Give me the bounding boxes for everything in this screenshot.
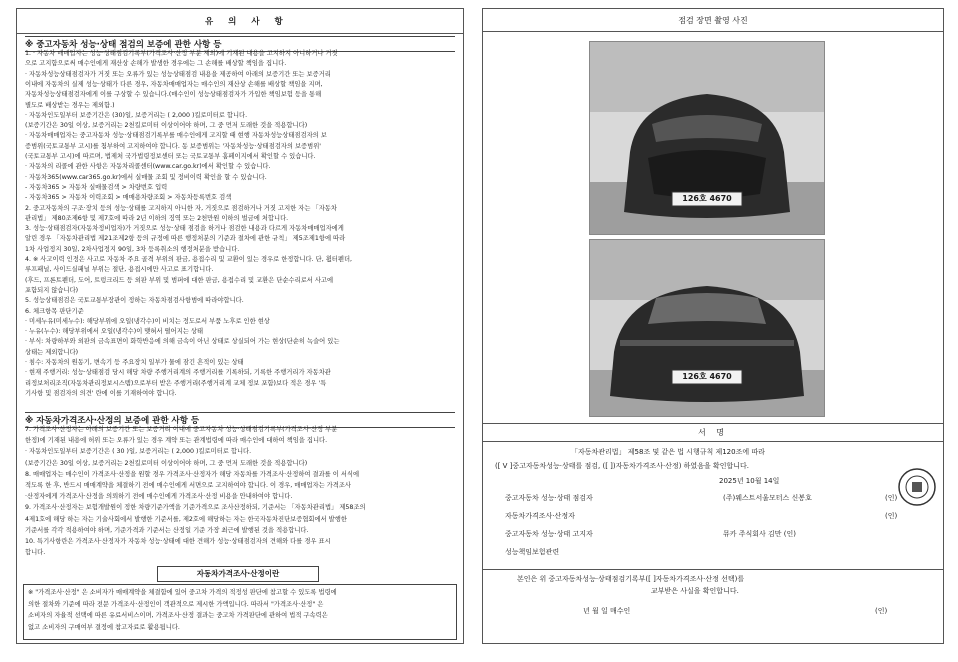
company-seal-icon <box>897 467 937 507</box>
text-line: 상태는 제외합니다) <box>25 348 79 356</box>
notice-title: 유 의 사 항 <box>205 17 289 27</box>
buyer-date: 년 월 일 매수인 <box>583 607 631 615</box>
text-line: 포함되지 않습니다) <box>25 286 79 294</box>
text-line: ※ "가격조사·산정" 은 소비자가 매매계약을 체결함에 있어 중고차 가격의 적정성 판단에 참고할 수 있도록 법령에 <box>28 589 337 596</box>
text-line: 2. 중고자동차의 구조·장치 등의 성능·상태를 고지하지 아니한 자, 거짓으로 점검하거나 거짓 고지한 자는 「자동차 <box>25 204 337 212</box>
front-car-photo <box>589 41 825 235</box>
text-line: 합니다. <box>25 549 46 557</box>
text-line: 자동차성능상태점검자에게 이를 구상할 수 있습니다.(매수인이 성능상태점검자가 가입한 책임보험 등을 통해 <box>25 91 322 99</box>
text-line: 기사항 및 점검자의 의견' 란에 이를 기재하여야 합니다. <box>25 389 177 397</box>
signatory-label: 성능책임보험관련 <box>505 548 560 556</box>
text-line: 의한 절차와 기준에 따라 전문 가격조사·산정인이 객관적으로 제시한 가액입니다. 따라서 "가격조사·산정" 은 <box>28 600 324 608</box>
signatory-name: 뮤카 주식회사 김만 (인) <box>723 530 796 538</box>
text-line: - 자동차365 > 자동차 실매물검색 > 차량번호 입력 <box>25 183 168 191</box>
text-line: 10. 특기사항란은 가격조사·산정자가 자동차 성능·상태에 대한 견해가 성능·상태점검자의 견해와 다를 경우 표시 <box>25 538 331 545</box>
text-line: 없고 소비자의 구매여부 결정에 참고자료로 활용됩니다. <box>28 623 180 631</box>
text-line: · 자동차365(www.car365.go.kr)에서 실매물 조회 및 정비이력 확인을 할 수 있습니다. <box>25 173 267 181</box>
text-line: 8. 매매업자는 매수인이 가격조사·산정을 원할 경우 가격조사·산정자가 해당 자동차를 가격조사·산정하여 결과를 이 서식에 <box>25 470 360 478</box>
text-line: · 자동차매매업자는 중고자동차 성능·상태점검기록부를 매수인에게 고지할 때 현행 자동차성능상태점검자의 보 <box>25 132 327 140</box>
signatory-label: 중고자동차 성능·상태 고지자 <box>505 530 593 538</box>
text-line: 5. 성능상태점검은 국토교통부장관이 정하는 자동차점검사항범에 따라야합니다. <box>25 297 244 305</box>
rear-car-photo <box>589 239 825 417</box>
signatory-name: (주)웨스트서울모터스 신봉호 <box>723 494 812 502</box>
text-line: 7. 가격조사·산정자는 아래의 보증기간 또는 보증거리 이내에 중고자동차 성능·상태점검기록부(가격조사·산정 부분 <box>25 426 338 433</box>
notice-page <box>16 8 464 644</box>
law-reference: 「자동차관리법」 제58조 및 같은 법 시행규칙 제120조에 따라 <box>571 448 765 456</box>
text-line: 3. 성능·상태점검자(자동차정비업자)가 거짓으로 성능·상태 점검을 하거나 점검한 내용과 다르게 자동차매매업자에게 <box>25 225 344 233</box>
text-line: · 자동차성능상태점검자가 거짓 또는 오류가 있는 성능상태점검 내용을 제공하여 아래의 보증기간 또는 보증거리 <box>25 70 331 78</box>
signatory-seal: (인) <box>885 512 898 520</box>
text-line: · 자동차인도일부터 보증기간은 (30)일, 보증거리는 ( 2,000 )킬로미터로 합니다. <box>25 111 248 119</box>
text-line: 소비자의 자율적 선택에 따른 유료서비스이며, 가격조사·산정 결과는 중고차 가격판단에 관하여 법적 구속력은 <box>28 612 328 619</box>
check-confirmation: ([ V ]중고자동차성능·상태를 점검, ([ ])자동차가격조사·산정) 하였음을 확인합니다. <box>495 462 749 470</box>
text-line: (보증기간은 30일 이상, 보증거리는 2천킬로미터 이상이어야 하며, 그 중 먼저 도래한 것을 적용합니다) <box>25 459 308 467</box>
text-line: · 누유(누수): 해당부위에서 오일(냉각수)이 맺혀서 떨어지는 상태 <box>25 328 204 336</box>
text-line: 별도로 배상받는 경우는 제외함.) <box>25 101 115 109</box>
buyer-seal: (인) <box>875 607 888 615</box>
text-line: 으로 고지함으로써 매수인에게 재산상 손해가 발생한 경우에는 그 손해를 배상할 책임을 집니다. <box>25 60 287 68</box>
signature-section-title: 서 명 <box>698 428 728 437</box>
text-line: 1. · 자동차 매매업자는 성능·상태점검기록부(가격조사·산정 부분 제외)에 기재된 내용을 고지하지 아니하거나 거짓 <box>25 50 338 57</box>
text-line: - 자동차365 > 자동차 이력조회 > 매매용차량조회 > 자동차등록번호 검색 <box>25 194 232 202</box>
text-line: 4제1호에 해당 하는 자는 기술사회에서 발행한 기준서를, 제2호에 해당하는 자는 한국자동차진단보증협회에서 발행한 <box>25 515 347 523</box>
photo-section-title: 점검 장면 촬영 사진 <box>678 16 748 25</box>
signatory-seal: (인) <box>885 494 898 502</box>
text-line: ·산정자에게 가격조사·산정을 의뢰하기 전에 매수인에게 가격조사·산정 비용을 안내하여야 합니다. <box>25 493 293 501</box>
text-line: 알린 경우 「자동차관리법 제21조제2항 등의 규정에 따른 행정처분의 기준과 절차에 관한 규칙」 제5조제1항에 따라 <box>25 235 346 243</box>
text-line: 6. 체크항목 판단기준 <box>25 307 84 315</box>
text-line: 한정)에 기재된 내용에 허위 또는 오류가 있는 경우 계약 또는 관계법령에 따라 매수인에 대하여 책임을 집니다. <box>25 437 328 445</box>
signatory-label: 자동차가격조사·산정자 <box>505 512 575 520</box>
text-line: 9. 가격조사·산정자는 보험개발원이 정한 차량기준가액을 기준가격으로 조사산정하되, 기준서는 「자동차관리법」 제58조의 <box>25 504 366 512</box>
photo-signature-page <box>482 8 944 644</box>
text-line: 증범위(국토교통부 고시)를 첨부하여 고지하여야 합니다. 동 보증범위는 '자동차성능·상태점검자의 보증범위' <box>25 142 322 150</box>
text-line: · 부식: 차량하부와 외판의 금속표면이 화학반응에 의해 금속이 아닌 상태로 상실되어 가는 현상(단순히 녹슬어 있는 <box>25 338 340 346</box>
text-line: (국토교통부 고시)에 따르며, 법제처 국가법령정보센터 또는 국토교통부 홈페이지에서 확인할 수 있습니다. <box>25 153 316 160</box>
buyer-confirmation: 본인은 위 중고자동차성능·상태점검기록부([ ]자동차가격조사·산정 선택)를 <box>517 575 745 583</box>
rear-car-icon <box>590 240 824 416</box>
text-line: · 미세누유(미세누수): 해당부위에 오일(냉각수)이 비치는 정도로서 부품 노후로 인한 현상 <box>25 317 270 325</box>
text-line: (후드, 프론트펜더, 도어, 트렁크리드 등 외판 부위 및 범퍼에 대한 판금, 용접수리 및 교환은 단순수리로서 사고에 <box>25 276 334 284</box>
text-line: · 현재 주행거리: 성능·상태점검 당시 해당 차량 주행거리계의 주행거리를 기록하되, 기록한 주행거리가 자동차관 <box>25 369 331 377</box>
text-line: 관리법」 제80조제6항 및 제7호에 따라 2년 이하의 징역 또는 2천만원 이하의 벌금에 처합니다. <box>25 214 289 222</box>
text-line: 적도록 한 후, 반드시 매매계약을 체결하기 전에 매수인에게 서면으로 고지하여야 합니다. 이 경우, 매매업자는 가격조사 <box>25 482 352 489</box>
text-line: (보증기간은 30일 이상, 보증거리는 2천킬로미터 이상이어야 하며, 그 중 먼저 도래한 것을 적용합니다) <box>25 122 308 130</box>
signatory-label: 중고자동차 성능·상태 점검자 <box>505 494 593 502</box>
text-line: 기준서를 각각 적용하여야 하며, 기준가격과 기준서는 산정일 기준 가장 최근에 발행된 것을 적용합니다. <box>25 526 309 534</box>
buyer-confirmation-2: 교부받은 사실을 확인합니다. <box>651 587 739 595</box>
price-definition-box <box>23 584 457 640</box>
text-line: · 자동차의 리콜에 관한 사항은 자동차리콜센터(www.car.go.kr)에서 확인할 수 있습니다. <box>25 163 271 171</box>
text-line: · 자동차인도일부터 보증기간은 ( 30 )일, 보증거리는 ( 2,000 )킬로미터로 합니다. <box>25 448 252 456</box>
text-line: · 침수: 자동차의 원동기, 변속기 등 주요장치 일부가 물에 잠긴 흔적이 있는 상태 <box>25 359 244 366</box>
text-line: 4. ※ 사고이력 인정은 사고로 자동차 주요 골격 부위의 판금, 용접수리 및 교환이 있는 경우로 한정합니다. 단, 휠터펜더, <box>25 256 353 263</box>
price-definition-title: 자동차가격조사·산정이란 <box>157 566 319 582</box>
text-line: 이내에 자동차의 실제 성능·상태가 다른 경우, 자동차매매업자는 매수인의 재산상 손해를 배상할 책임을 지며, <box>25 80 323 88</box>
text-line: 1차 사업정지 30일, 2차사업정지 90일, 3차 등록취소의 행정처분을 받습니다. <box>25 245 240 253</box>
section-price-warranty: ※ 자동차가격조사·산정의 보증에 관한 사항 등 <box>25 412 455 428</box>
section-performance-warranty: ※ 중고자동차 성능·상태 점검의 보증에 관한 사항 등 <box>25 36 455 52</box>
sign-date: 2025년 10월 14일 <box>719 477 780 485</box>
rear-plate: 126호 4670 <box>682 372 732 381</box>
text-line: 루프패널, 사이드실패널 부위는 절단, 용접시에만 사고로 표기합니다. <box>25 266 214 274</box>
front-plate: 126호 4670 <box>682 194 732 203</box>
text-line: 리정보처리조직(자동차관리정보시스템)으로부터 받은 주행거리(주행거리계 교체 정보 포함)보다 적은 경우 '특 <box>25 379 327 387</box>
